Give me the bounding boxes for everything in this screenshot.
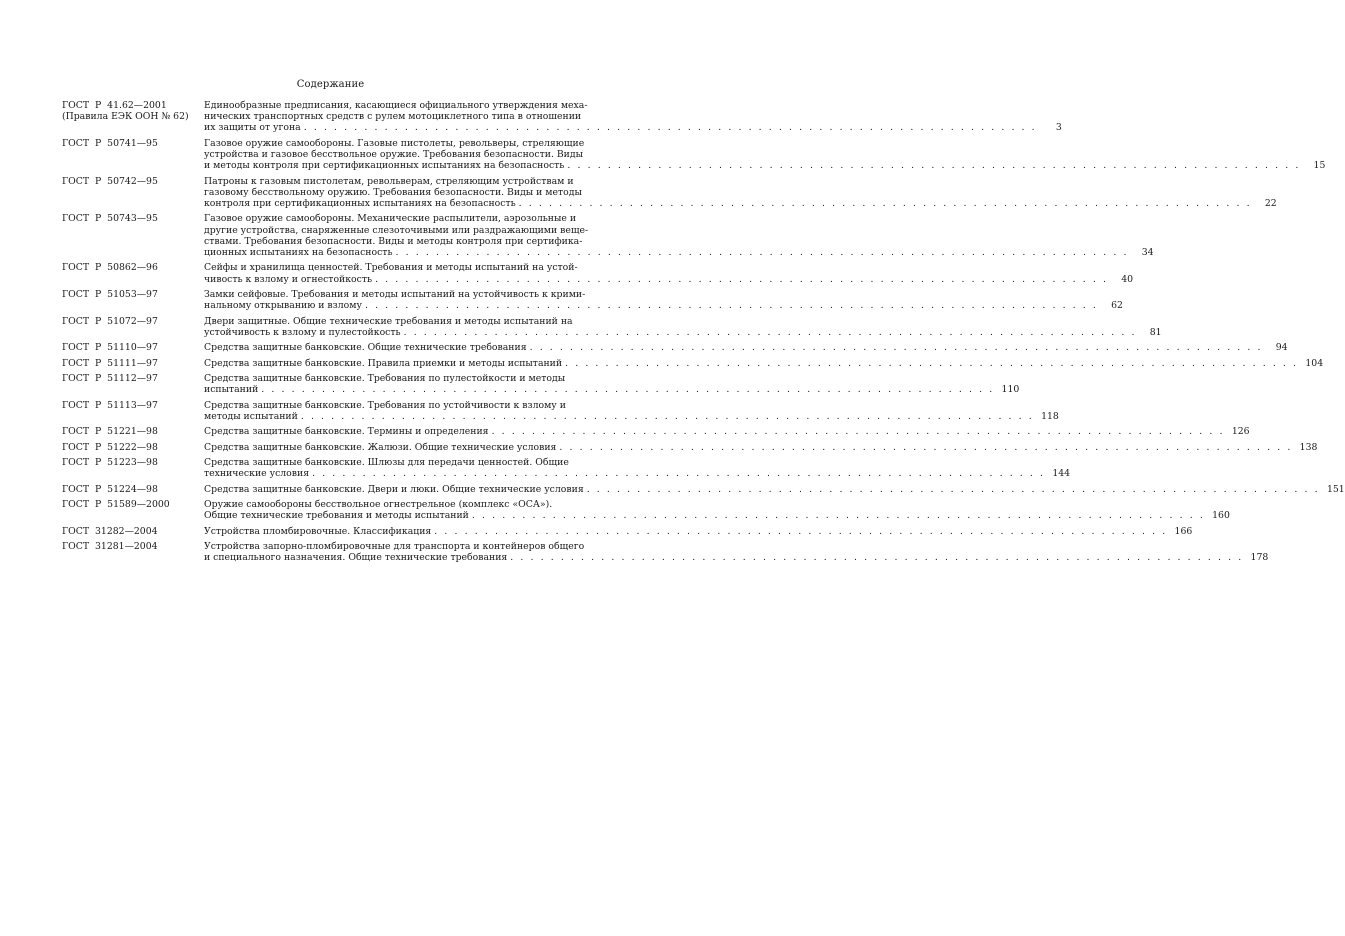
standard-code bbox=[62, 213, 204, 258]
entry-title-line: Устройства пломбировочные. Классификация bbox=[204, 525, 432, 537]
entry-title-line: методы испытаний bbox=[204, 410, 298, 422]
entry-title-line: устройства и газовое бесствольное оружие. Требования безопасности. Виды bbox=[204, 149, 584, 160]
dot-leader: . . . . . . . . . . . . . . . . . . . . . . . . . . . . . . . . . . . . . . . . . . . . . . . . . . . . . . . . . . . . . . . . . . . . . . . . . bbox=[586, 483, 1320, 495]
standard-code bbox=[62, 426, 204, 437]
page-number: 15 bbox=[1313, 160, 1326, 172]
dot-leader: . . . . . . . . . . . . . . . . . . . . . . . . . . . . . . . . . . . . . . . . . . . . . . . . . . . . . . . . . . . . . . . . . . . . . . . . . bbox=[303, 122, 1037, 134]
page-number: 62 bbox=[1111, 300, 1123, 312]
dot-leader: . . . . . . . . . . . . . . . . . . . . . . . . . . . . . . . . . . . . . . . . . . . . . . . . . . . . . . . . . . . . . . . . . . . . . . . . . bbox=[471, 510, 1205, 522]
entry-title bbox=[204, 426, 1250, 437]
entry-title-line: Газовое оружие самообороны. Механические распылители, аэрозольные и bbox=[204, 213, 577, 225]
entry-last-line bbox=[204, 198, 1277, 209]
entry-title-line: чивость к взлому и огнестойкость bbox=[204, 273, 373, 285]
toc-entry bbox=[62, 262, 1134, 285]
page-number: 94 bbox=[1275, 342, 1288, 354]
toc-entry bbox=[62, 315, 1162, 338]
standard-code bbox=[62, 541, 204, 563]
toc-entry bbox=[62, 342, 1288, 354]
entry-title-line: испытаний bbox=[204, 384, 259, 396]
entry-title-line: Единообразные предписания, касающиеся официального утверждения меха- bbox=[204, 100, 588, 111]
entry-title bbox=[204, 176, 1277, 210]
entry-title bbox=[204, 526, 1192, 537]
entry-title-line: Сейфы и хранилища ценностей. Требования и методы испытаний на устой- bbox=[204, 262, 578, 274]
page-number: 160 bbox=[1212, 510, 1230, 522]
standard-number: ГОСТ Р 51072—97 bbox=[62, 315, 158, 327]
standard-number: ГОСТ Р 50741—95 bbox=[62, 137, 158, 149]
standard-code bbox=[62, 484, 204, 495]
toc-entry bbox=[62, 483, 1345, 495]
entry-title bbox=[204, 373, 1019, 395]
entry-title bbox=[204, 316, 1162, 338]
standard-code bbox=[62, 442, 204, 453]
entry-title bbox=[204, 499, 1230, 521]
toc-entry bbox=[62, 441, 1318, 453]
standard-number: ГОСТ Р 50743—95 bbox=[62, 213, 158, 225]
dot-leader: . . . . . . . . . . . . . . . . . . . . . . . . . . . . . . . . . . . . . . . . . . . . . . . . . . . . . . . . . . . . . . . . . . . . . . . . . bbox=[364, 300, 1098, 312]
entry-title bbox=[204, 289, 1123, 311]
entry-title-line: Средства защитные банковские. Правила приемки и методы испытаний bbox=[204, 357, 563, 369]
entry-title bbox=[204, 213, 1154, 258]
dot-leader: . . . . . . . . . . . . . . . . . . . . . . . . . . . . . . . . . . . . . . . . . . . . . . . . . . . . . . . . . . . . . . . . . . . . . . . . . bbox=[300, 410, 1034, 422]
standard-code bbox=[62, 176, 204, 210]
standard-equivalent: (Правила ЕЭК ООН № 62) bbox=[62, 111, 189, 123]
page-number: 118 bbox=[1041, 410, 1059, 422]
dot-leader: . . . . . . . . . . . . . . . . . . . . . . . . . . . . . . . . . . . . . . . . . . . . . . . . . . . . . . . . . . . . . . . . . . . . . . . . . bbox=[375, 273, 1109, 285]
entry-title-line: Средства защитные банковские. Требования по устойчивости к взлому и bbox=[204, 399, 566, 411]
entry-title bbox=[204, 138, 1325, 172]
entry-title-line: Двери защитные. Общие технические требования и методы испытаний на bbox=[204, 315, 573, 327]
page-number: 144 bbox=[1052, 468, 1071, 480]
standard-number: ГОСТ Р 50742—95 bbox=[62, 175, 158, 187]
toc-entry bbox=[62, 525, 1193, 537]
entry-title-line: Средства защитные банковские. Двери и люки. Общие технические условия bbox=[204, 483, 584, 495]
entry-title-line: и специального назначения. Общие технические требования bbox=[204, 552, 508, 564]
entry-title-line: ционных испытаниях на безопасность bbox=[204, 247, 393, 258]
toc-entry bbox=[62, 426, 1250, 438]
standard-code bbox=[62, 457, 204, 479]
entry-last-line bbox=[204, 468, 1070, 479]
standard-number: ГОСТ Р 51110—97 bbox=[62, 342, 158, 354]
page-number: 81 bbox=[1149, 326, 1162, 338]
toc-entry bbox=[62, 288, 1123, 312]
standard-code bbox=[62, 526, 204, 537]
standard-code bbox=[62, 499, 204, 521]
standard-code bbox=[62, 400, 204, 422]
entry-title bbox=[204, 484, 1345, 495]
entry-title bbox=[204, 262, 1133, 284]
page-number: 126 bbox=[1231, 426, 1250, 438]
entry-title-line: Устройства запорно-пломбировочные для транспорта и контейнеров общего bbox=[204, 540, 585, 552]
dot-leader: . . . . . . . . . . . . . . . . . . . . . . . . . . . . . . . . . . . . . . . . . . . . . . . . . . . . . . . . . . . . . . . . . . . . . . . . . bbox=[403, 326, 1137, 338]
entry-last-line bbox=[204, 342, 1288, 353]
entry-title-line: Патроны к газовым пистолетам, револьверам, стреляющим устройствам и bbox=[204, 175, 574, 187]
page-number: 151 bbox=[1326, 483, 1345, 495]
standard-code bbox=[62, 342, 204, 353]
toc-entry bbox=[62, 137, 1326, 172]
toc-entry bbox=[62, 498, 1230, 522]
entry-title-line: Оружие самообороны бесствольное огнестрельное (комплекс «ОСА»). bbox=[204, 498, 553, 510]
toc-entry bbox=[62, 372, 1020, 396]
entry-last-line bbox=[204, 300, 1123, 311]
entry-title-line: другие устройства, снаряженные слезоточивыми или раздражающими веще- bbox=[204, 224, 589, 236]
page-number: 178 bbox=[1250, 552, 1269, 564]
page-number: 166 bbox=[1174, 525, 1193, 537]
entry-title-line: Средства защитные банковские. Требования по пулестойкости и методы bbox=[204, 372, 566, 384]
dot-leader: . . . . . . . . . . . . . . . . . . . . . . . . . . . . . . . . . . . . . . . . . . . . . . . . . . . . . . . . . . . . . . . . . . . . . . . . . bbox=[491, 426, 1225, 438]
entry-title-line: Замки сейфовые. Требования и методы испытаний на устойчивость к крими- bbox=[204, 288, 586, 300]
toc-entry bbox=[62, 175, 1277, 210]
standard-code bbox=[62, 316, 204, 338]
entry-title-line: устойчивость к взлому и пулестойкость bbox=[204, 326, 401, 338]
toc-entry bbox=[62, 456, 1071, 480]
entry-last-line bbox=[204, 327, 1162, 338]
entry-title bbox=[204, 400, 1059, 422]
entry-last-line bbox=[204, 122, 1062, 133]
standard-number: ГОСТ Р 51589—2000 bbox=[62, 498, 170, 510]
entry-title bbox=[204, 457, 1070, 479]
entry-title-line: Средства защитные банковские. Термины и определения bbox=[204, 426, 489, 438]
standard-number: ГОСТ Р 51224—98 bbox=[62, 483, 158, 495]
standard-code bbox=[62, 289, 204, 311]
page-number: 34 bbox=[1141, 247, 1154, 258]
entry-title-line: газовому бесствольному оружию. Требования безопасности. Виды и методы bbox=[204, 186, 582, 198]
entry-last-line bbox=[204, 247, 1154, 258]
toc-entry bbox=[62, 399, 1059, 422]
entry-last-line bbox=[204, 384, 1019, 395]
standard-number: ГОСТ Р 51221—98 bbox=[62, 426, 158, 438]
entry-title bbox=[204, 100, 1062, 134]
page-number: 138 bbox=[1299, 441, 1318, 453]
entry-last-line bbox=[204, 426, 1250, 437]
dot-leader: . . . . . . . . . . . . . . . . . . . . . . . . . . . . . . . . . . . . . . . . . . . . . . . . . . . . . . . . . . . . . . . . . . . . . . . . . bbox=[565, 357, 1299, 369]
standard-number: ГОСТ Р 50862—96 bbox=[62, 262, 158, 274]
toc-entry bbox=[62, 100, 1062, 134]
dot-leader: . . . . . . . . . . . . . . . . . . . . . . . . . . . . . . . . . . . . . . . . . . . . . . . . . . . . . . . . . . . . . . . . . . . . . . . . . bbox=[510, 552, 1244, 564]
page-number: 3 bbox=[1055, 122, 1062, 134]
dot-leader: . . . . . . . . . . . . . . . . . . . . . . . . . . . . . . . . . . . . . . . . . . . . . . . . . . . . . . . . . . . . . . . . . . . . . . . . . bbox=[312, 468, 1046, 480]
entry-last-line bbox=[204, 484, 1345, 495]
standard-code bbox=[62, 262, 204, 284]
dot-leader: . . . . . . . . . . . . . . . . . . . . . . . . . . . . . . . . . . . . . . . . . . . . . . . . . . . . . . . . . . . . . . . . . . . . . . . . . bbox=[434, 525, 1168, 537]
entry-title bbox=[204, 442, 1317, 453]
entry-title-line: ствами. Требования безопасности. Виды и методы контроля при сертифика- bbox=[204, 235, 583, 247]
standard-number: ГОСТ 31282—2004 bbox=[62, 525, 158, 537]
entry-last-line bbox=[204, 442, 1317, 453]
entry-title bbox=[204, 342, 1288, 353]
toc-entry bbox=[62, 213, 1154, 258]
entry-title-line: Средства защитные банковские. Шлюзы для передачи ценностей. Общие bbox=[204, 456, 569, 468]
entry-last-line bbox=[204, 411, 1059, 422]
standard-number: ГОСТ Р 51112—97 bbox=[62, 372, 158, 384]
entry-last-line bbox=[204, 510, 1230, 521]
standard-number: ГОСТ Р 51222—98 bbox=[62, 441, 158, 453]
entry-title-line: и методы контроля при сертификационных испытаниях на безопасность bbox=[204, 160, 565, 172]
dot-leader: . . . . . . . . . . . . . . . . . . . . . . . . . . . . . . . . . . . . . . . . . . . . . . . . . . . . . . . . . . . . . . . . . . . . . . . . . bbox=[559, 441, 1293, 453]
entry-last-line bbox=[204, 526, 1192, 537]
page-number: 22 bbox=[1264, 198, 1277, 209]
page-title: Содержание bbox=[296, 79, 365, 90]
dot-leader: . . . . . . . . . . . . . . . . . . . . . . . . . . . . . . . . . . . . . . . . . . . . . . . . . . . . . . . . . . . . . . . . . . . . . . . . . bbox=[529, 342, 1263, 354]
standard-number: ГОСТ Р 51053—97 bbox=[62, 288, 158, 300]
page-number: 110 bbox=[1001, 384, 1020, 396]
standard-number: ГОСТ Р 51223—98 bbox=[62, 456, 158, 468]
standard-number: ГОСТ Р 41.62—2001 bbox=[62, 100, 167, 111]
entry-title-line: технические условия bbox=[204, 468, 310, 480]
page-number: 40 bbox=[1121, 273, 1134, 285]
entry-title bbox=[204, 358, 1323, 369]
entry-title-line: Средства защитные банковские. Общие технические требования bbox=[204, 342, 527, 354]
entry-last-line bbox=[204, 274, 1133, 285]
dot-leader: . . . . . . . . . . . . . . . . . . . . . . . . . . . . . . . . . . . . . . . . . . . . . . . . . . . . . . . . . . . . . . . . . . . . . . . . . bbox=[395, 247, 1129, 258]
standard-code bbox=[62, 358, 204, 369]
entry-title bbox=[204, 541, 1268, 563]
standard-code bbox=[62, 138, 204, 172]
standard-number: ГОСТ Р 51111—97 bbox=[62, 357, 158, 369]
toc-entry bbox=[62, 357, 1324, 369]
toc-entry bbox=[62, 540, 1269, 564]
dot-leader: . . . . . . . . . . . . . . . . . . . . . . . . . . . . . . . . . . . . . . . . . . . . . . . . . . . . . . . . . . . . . . . . . . . . . . . . . bbox=[261, 384, 995, 396]
standard-number: ГОСТ 31281—2004 bbox=[62, 540, 158, 552]
entry-title-line: Общие технические требования и методы испытаний bbox=[204, 510, 469, 522]
standard-code bbox=[62, 100, 204, 134]
dot-leader: . . . . . . . . . . . . . . . . . . . . . . . . . . . . . . . . . . . . . . . . . . . . . . . . . . . . . . . . . . . . . . . . . . . . . . . . . bbox=[518, 198, 1252, 209]
entry-last-line bbox=[204, 358, 1323, 369]
page-number: 104 bbox=[1305, 357, 1324, 369]
entry-title-line: нальному открыванию и взлому bbox=[204, 300, 362, 312]
standard-number: ГОСТ Р 51113—97 bbox=[62, 399, 158, 411]
entry-last-line bbox=[204, 160, 1325, 171]
entry-last-line bbox=[204, 552, 1268, 563]
entry-title-line: Средства защитные банковские. Жалюзи. Общие технические условия bbox=[204, 441, 557, 453]
table-of-contents bbox=[62, 100, 1345, 567]
entry-title-line: контроля при сертификационных испытаниях на безопасность bbox=[204, 198, 516, 209]
standard-code bbox=[62, 373, 204, 395]
entry-title-line: Газовое оружие самообороны. Газовые пистолеты, револьверы, стреляющие bbox=[204, 137, 585, 149]
entry-title-line: их защиты от угона bbox=[204, 122, 301, 134]
dot-leader: . . . . . . . . . . . . . . . . . . . . . . . . . . . . . . . . . . . . . . . . . . . . . . . . . . . . . . . . . . . . . . . . . . . . . . . . . bbox=[567, 160, 1301, 172]
entry-title-line: нических транспортных средств с рулем мотоциклетного типа в отношении bbox=[204, 111, 582, 123]
